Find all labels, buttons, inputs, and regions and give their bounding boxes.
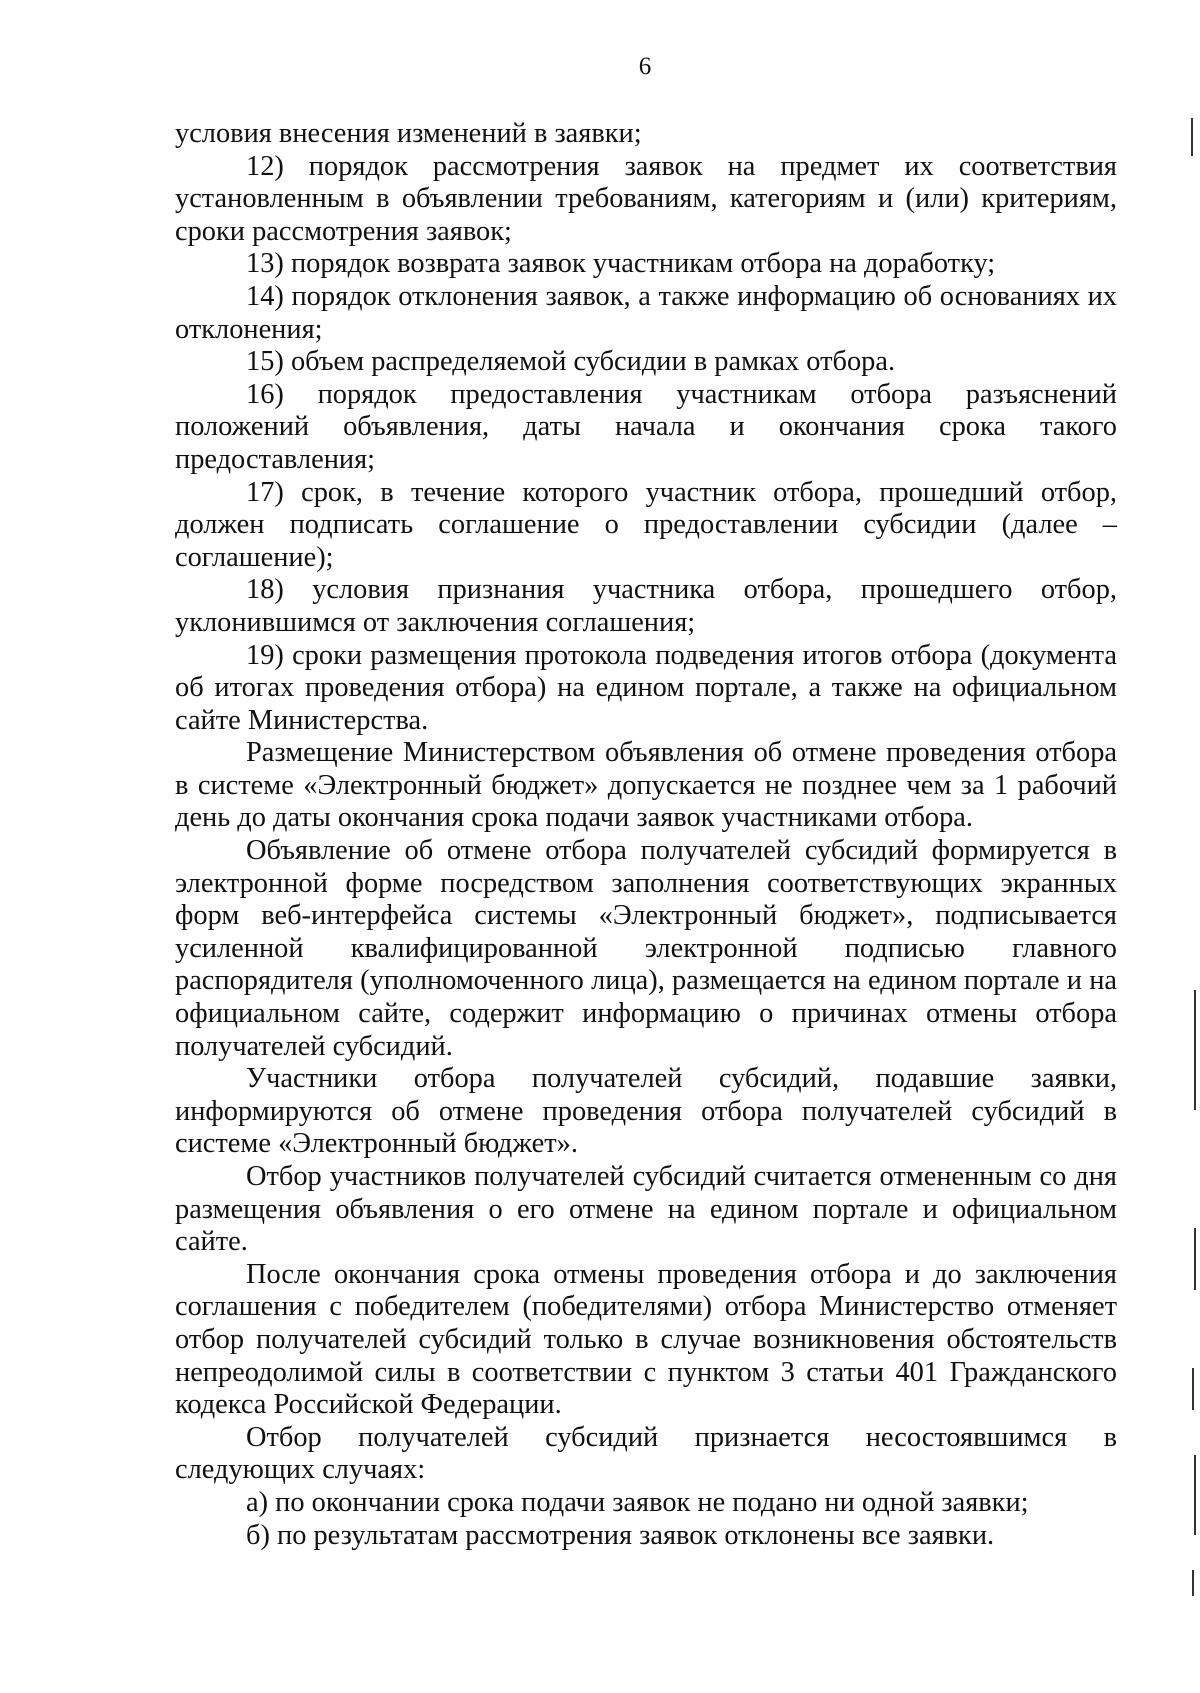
paragraph-15: Отбор получателей субсидий признается несостоявшимся в следующих случаях: xyxy=(175,1421,1117,1486)
paragraph-8: 18) условия признания участника отбора, прошедшего отбор, уклонившимся от заключения соглашения; xyxy=(175,574,1117,638)
paragraph-3: 13) порядок возврата заявок участникам отбора на доработку; xyxy=(246,248,996,280)
scan-edge-mark xyxy=(1194,1455,1196,1535)
paragraph-10: Размещение Министерством объявления об отмене проведения отбора в системе «Электронный бюджет» допускается не позднее чем за 1 рабочий день до даты окончания срока подачи заявок участниками отбора. xyxy=(175,737,1117,834)
page-number: 6 xyxy=(638,53,652,80)
paragraph-5: 15) объем распределяемой субсидии в рамках отбора. xyxy=(246,346,896,378)
paragraph-7: 17) срок, в течение которого участник отбора, прошедший отбор, должен подписать соглашение о предоставлении субсидии (далее – соглашение); xyxy=(175,476,1117,573)
scan-edge-mark xyxy=(1194,990,1196,1110)
scan-edge-mark xyxy=(1192,1368,1194,1410)
paragraph-12: Участники отбора получателей субсидий, подавшие заявки, информируются об отмене проведения отбора получателей субсидий в системе «Электронный бюджет». xyxy=(175,1063,1117,1160)
scan-edge-mark xyxy=(1191,118,1193,156)
paragraph-2: 12) порядок рассмотрения заявок на предмет их соответствия установленным в объявлении требованиям, категориям и (или) критериям, сроки рассмотрения заявок; xyxy=(175,150,1117,247)
paragraph-11: Объявление об отмене отбора получателей субсидий формируется в электронной форме посредством заполнения соответствующих экранных форм веб-интерфейса системы «Электронный бюджет», подписывается усиленной квалифицированной электронной подписью главного распорядителя (уполномоченного лица), размещается на едином портале и на официальном сайте, содержит информацию о причинах отмены отбора получателей субсидий. xyxy=(175,835,1117,1062)
paragraph-1: условия внесения изменений в заявки; xyxy=(175,118,642,149)
paragraph-6: 16) порядок предоставления участникам отбора разъяснений положений объявления, даты начала и окончания срока такого предоставления; xyxy=(175,378,1117,475)
document-body xyxy=(175,118,1117,1552)
paragraph-9: 19) сроки размещения протокола подведения итогов отбора (документа об итогах проведения отбора) на едином портале, а также на официальном сайте Министерства. xyxy=(175,639,1117,736)
paragraph-13: Отбор участников получателей субсидий считается отмененным со дня размещения объявления о его отмене на едином портале и официальном сайте. xyxy=(175,1161,1117,1258)
paragraph-16: а) по окончании срока подачи заявок не подано ни одной заявки; xyxy=(246,1486,1029,1518)
paragraph-14: После окончания срока отмены проведения отбора и до заключения соглашения с победителем (победителями) отбора Министерство отменяет отбор получателей субсидий только в случае возникновения обстоятельств непреодолимой силы в соответствии с пунктом 3 статьи 401 Гражданского кодекса Российской Федерации. xyxy=(175,1258,1117,1421)
scan-edge-mark xyxy=(1192,1570,1194,1596)
paragraph-17: б) по результатам рассмотрения заявок отклонены все заявки. xyxy=(246,1519,995,1551)
paragraph-4: 14) порядок отклонения заявок, а также информацию об основаниях их отклонения; xyxy=(175,280,1117,345)
scan-edge-mark xyxy=(1194,1228,1196,1290)
